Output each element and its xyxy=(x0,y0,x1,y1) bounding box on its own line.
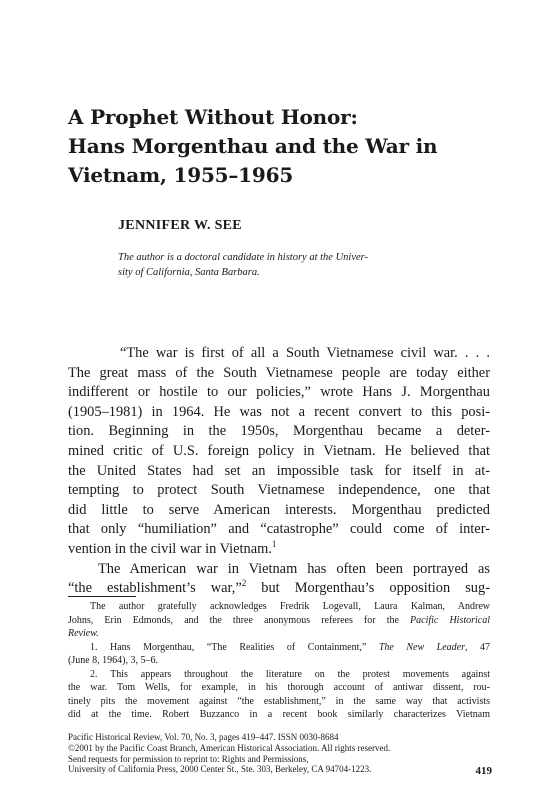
body-text-span: but Morgenthau’s opposition sug- xyxy=(246,580,490,597)
body-line xyxy=(68,540,490,560)
affiliation-line: The author is a doctoral candidate in history at the Univer- xyxy=(118,252,369,263)
body-line: indifferent or hostile to our policies,” wrote Hans J. Morgenthau xyxy=(68,384,490,401)
footnote-line xyxy=(68,614,490,628)
title-line: A Prophet Without Honor: xyxy=(68,105,358,129)
body-text-span: vention in the civil war in Vietnam. xyxy=(68,540,272,557)
footnote-line xyxy=(68,627,490,641)
footnote-line: 2. This appears throughout the literature on the protest movements against xyxy=(90,668,490,680)
body-line: that only “humiliation” and “catastrophe” could come of inter- xyxy=(68,521,490,538)
footer-line: ©2001 by the Pacific Coast Branch, American Historical Association. All rights reserved. xyxy=(68,742,391,753)
body-line: mined critic of U.S. foreign policy in Vietnam. He believed that xyxy=(68,442,490,459)
footnote-text-span: Johns, Erin Edmonds, and the three anonymous referees for the xyxy=(68,614,399,626)
journal-title: The New Leader xyxy=(378,641,465,653)
journal-footer xyxy=(68,732,448,775)
page-number: 419 xyxy=(475,765,492,777)
body-line: The American war in Vietnam has often been portrayed as xyxy=(98,560,490,577)
journal-title: Pacific Historical xyxy=(410,614,491,626)
footer-line: University of California Press, 2000 Center St., Ste. 303, Berkeley, CA 94704-1223. xyxy=(68,764,372,775)
footnote-ref-1[interactable]: 1 xyxy=(271,539,277,550)
body-text xyxy=(68,344,490,599)
footnote-line: The author gratefully acknowledges Fredrik Logevall, Laura Kalman, Andrew xyxy=(90,601,490,612)
author-affiliation xyxy=(118,250,418,280)
title-line: Hans Morgenthau and the War in xyxy=(68,134,438,158)
footer-line: Send requests for permission to reprint to: Rights and Permissions, xyxy=(68,753,309,764)
body-line: (1905–1981) in 1964. He was not a recent convert to this posi- xyxy=(68,403,490,420)
footer-line: Pacific Historical Review, Vol. 70, No. 3, pages 419–447. ISSN 0030-8684 xyxy=(68,732,339,742)
body-line: tempting to protect South Vietnamese independence, one that xyxy=(68,482,490,499)
footnotes xyxy=(68,600,490,722)
footnote-ref-2[interactable]: 2 xyxy=(241,578,247,589)
journal-title: Review. xyxy=(68,628,99,639)
footnote-divider xyxy=(68,596,136,597)
footnote-line xyxy=(68,641,490,655)
footnote-line: did at the time. Robert Buzzanco in a recent book similarly characterizes Vietnam xyxy=(68,709,490,720)
affiliation-line: sity of California, Santa Barbara. xyxy=(118,267,260,278)
body-line: “The war is first of all a South Vietnamese civil war. . . . xyxy=(120,345,490,361)
footnote-line: tinely pits the movement against “the establishment,” in the same way that activists xyxy=(68,695,490,707)
body-line: the United States had set an impossible task for itself in at- xyxy=(68,462,490,479)
author-name: JENNIFER W. SEE xyxy=(118,218,242,233)
body-line: did little to serve American interests. Morgenthau predicted xyxy=(68,501,490,518)
footnote-line: the war. Tom Wells, for example, in his thorough account of antiwar dissent, rou- xyxy=(68,682,490,693)
footnote-text-span: 1. Hans Morgenthau, “The Realities of Containment,” xyxy=(90,641,367,653)
article-title xyxy=(68,103,488,190)
body-text-span: “the establishment’s war,” xyxy=(68,580,242,597)
footnote-line: (June 8, 1964), 3, 5–6. xyxy=(68,655,158,666)
body-line: The great mass of the South Vietnamese people are today either xyxy=(68,364,490,381)
body-line: tion. Beginning in the 1950s, Morgenthau became a deter- xyxy=(68,423,490,440)
footnote-text-span: , 47 xyxy=(464,641,491,653)
title-line: Vietnam, 1955–1965 xyxy=(68,163,294,187)
